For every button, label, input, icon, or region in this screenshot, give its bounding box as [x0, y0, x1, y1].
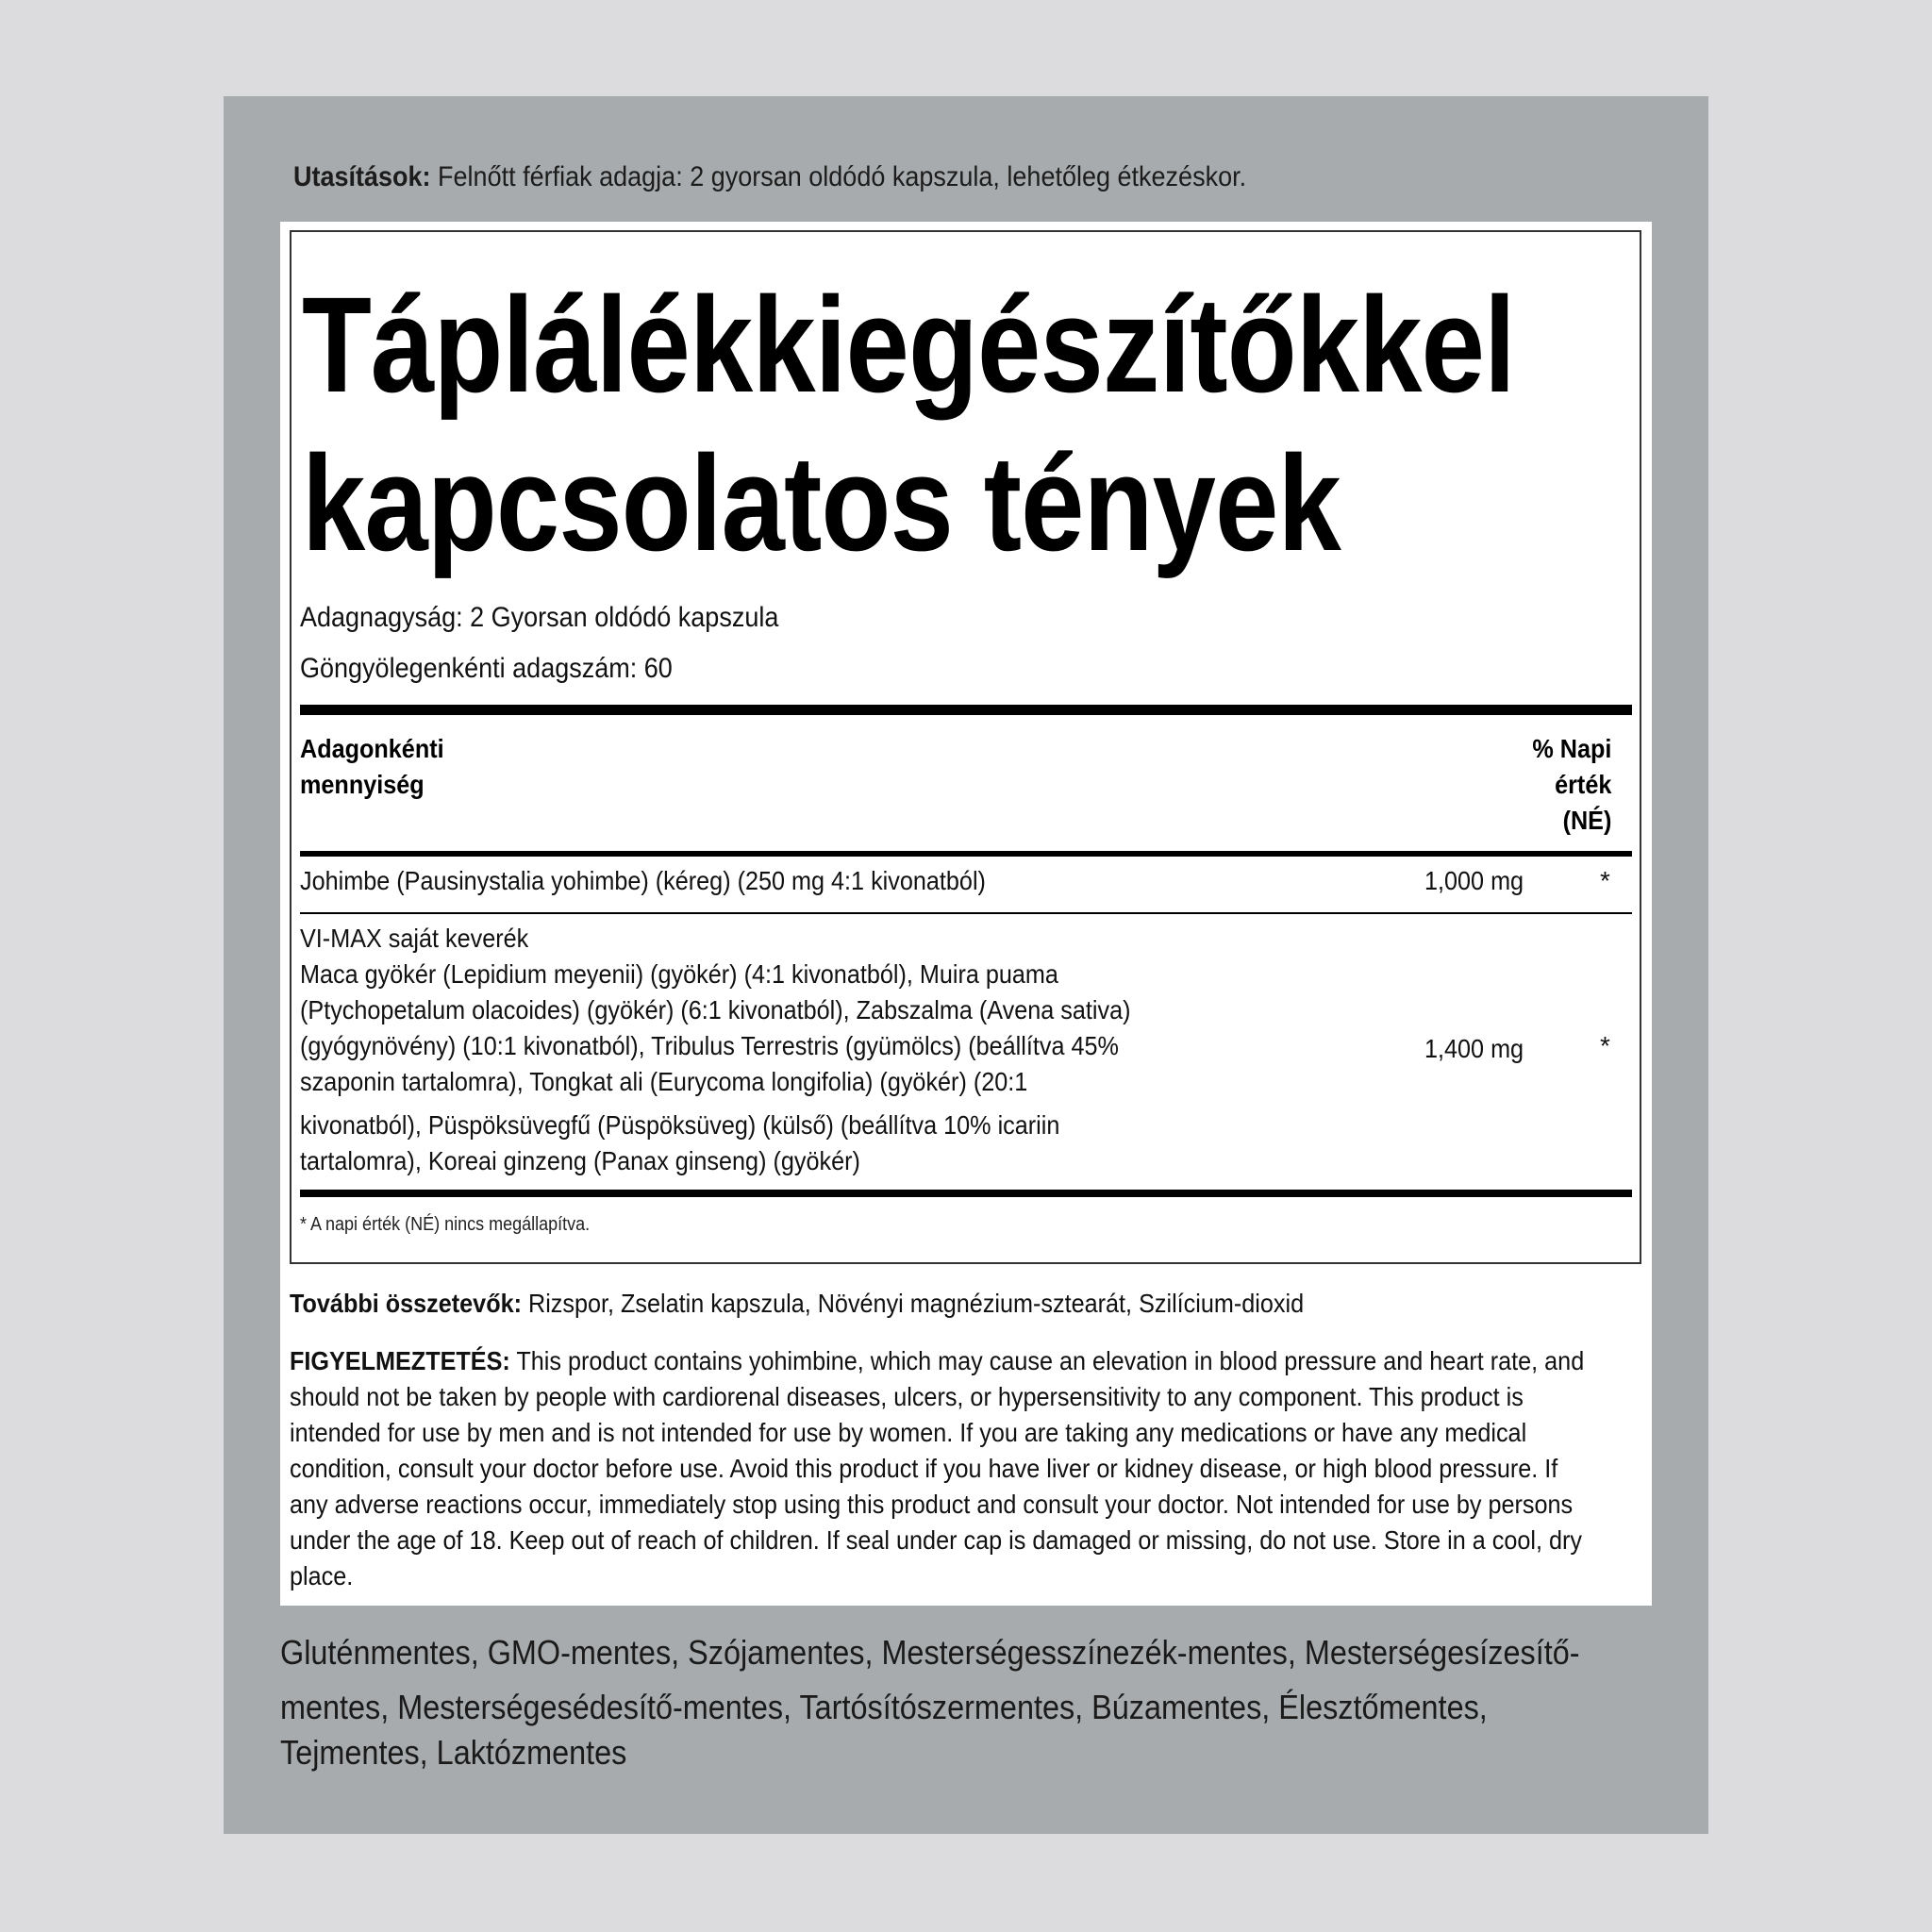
dv-header-line1: % Napi [1531, 734, 1611, 763]
free-from-line2: mentes, Mesterségesédesítő-mentes, Tartósítószermentes, Búzamentes, Élesztőmentes, [280, 1688, 1488, 1726]
amount-header-line1: Adagonkénti [300, 734, 444, 763]
warning-label: FIGYELMEZTETÉS: [290, 1346, 510, 1375]
blend-line: kivonatból), Püspöksüvegfű (Püspöksüveg) (külső) (beállítva 10% icariin [300, 1110, 1060, 1140]
blend-line: (gyógynövény) (10:1 kivonatból), Tribulus Terrestris (gyümölcs) (beállítva 45% [300, 1031, 1119, 1060]
daily-value-header [1532, 731, 1611, 839]
serving-size: Adagnagyság: 2 Gyorsan oldódó kapszula [300, 602, 779, 633]
amount-header-line2: mennyiség [300, 770, 425, 799]
thick-divider-bottom [300, 1190, 1632, 1197]
nutrient-row-yohimbe: Johimbe (Pausinystalia yohimbe) (kéreg) (250 mg 4:1 kivonatból) [300, 866, 986, 895]
yohimbe-amount: 1,000 mg [1424, 866, 1524, 895]
directions-body: Felnőtt férfiak adagja: 2 gyorsan oldódó kapszula, lehetőleg étkezéskor. [430, 161, 1247, 192]
other-ingredients [290, 1289, 1304, 1319]
footnote: * A napi érték (NÉ) nincs megállapítva. [300, 1214, 591, 1235]
blend-line: (Ptychopetalum olacoides) (gyökér) (6:1 kivonatból), Zabszalma (Avena sativa) [300, 995, 1131, 1024]
blend-dv: * [1600, 1031, 1610, 1060]
other-ingredients-body: Rizspor, Zselatin kapszula, Növényi magnézium-sztearát, Szilícium-dioxid [521, 1289, 1305, 1318]
blend-line: Maca gyökér (Lepidium meyenii) (gyökér) (4:1 kivonatból), Muira puama [300, 959, 1058, 989]
directions-text [293, 158, 1246, 196]
servings-per-container: Göngyölegenkénti adagszám: 60 [300, 653, 673, 684]
blend-line: tartalomra), Koreai ginzeng (Panax ginseng) (gyökér) [300, 1146, 860, 1175]
yohimbe-dv: * [1600, 866, 1610, 895]
directions-label: Utasítások: [293, 161, 431, 192]
facts-title [302, 266, 1515, 583]
free-from-line3: Tejmentes, Laktózmentes [280, 1733, 627, 1772]
thick-divider-top [300, 705, 1632, 715]
amount-per-serving-header [300, 731, 444, 803]
other-ingredients-label: További összetevők: [290, 1289, 522, 1318]
facts-title-line1: Táplálékkiegészítőkkel [302, 269, 1515, 421]
thin-divider [300, 912, 1632, 914]
facts-title-line2: kapcsolatos tények [302, 427, 1341, 579]
medium-divider [300, 851, 1632, 857]
warning-body: This product contains yohimbine, which may cause an elevation in blood pressure and heart rate, and should not be taken by people with cardiorenal diseases, ulcers, or hypersensitivity to any component. This product is intended for use by men and is not intended for use by women. If you are taking any medications or have any medical condition, consult your doctor before use. Avoid this product if you have liver or kidney disease, or high blood pressure. If any adverse reactions occur, immediately stop using this product and consult your doctor. Not intended for use by persons under the age of 18. Keep out of reach of children. If seal under cap is damaged or missing, do not use. Store in a cool, dry place. [290, 1346, 1585, 1591]
warning [290, 1343, 1597, 1594]
dv-header-line3: (NÉ) [1562, 806, 1611, 835]
blend-amount: 1,400 mg [1424, 1034, 1524, 1063]
nutrient-row-blend [300, 921, 1131, 1179]
blend-line: VI-MAX saját keverék [300, 924, 529, 953]
blend-line: szaponin tartalomra), Tongkat ali (Eurycoma longifolia) (gyökér) (20:1 [300, 1067, 1028, 1096]
free-from-claims [280, 1627, 1605, 1778]
free-from-line1: Gluténmentes, GMO-mentes, Szójamentes, Mesterségesszínezék-mentes, Mesterségesízesítő- [280, 1633, 1580, 1672]
dv-header-line2: érték [1554, 770, 1611, 799]
